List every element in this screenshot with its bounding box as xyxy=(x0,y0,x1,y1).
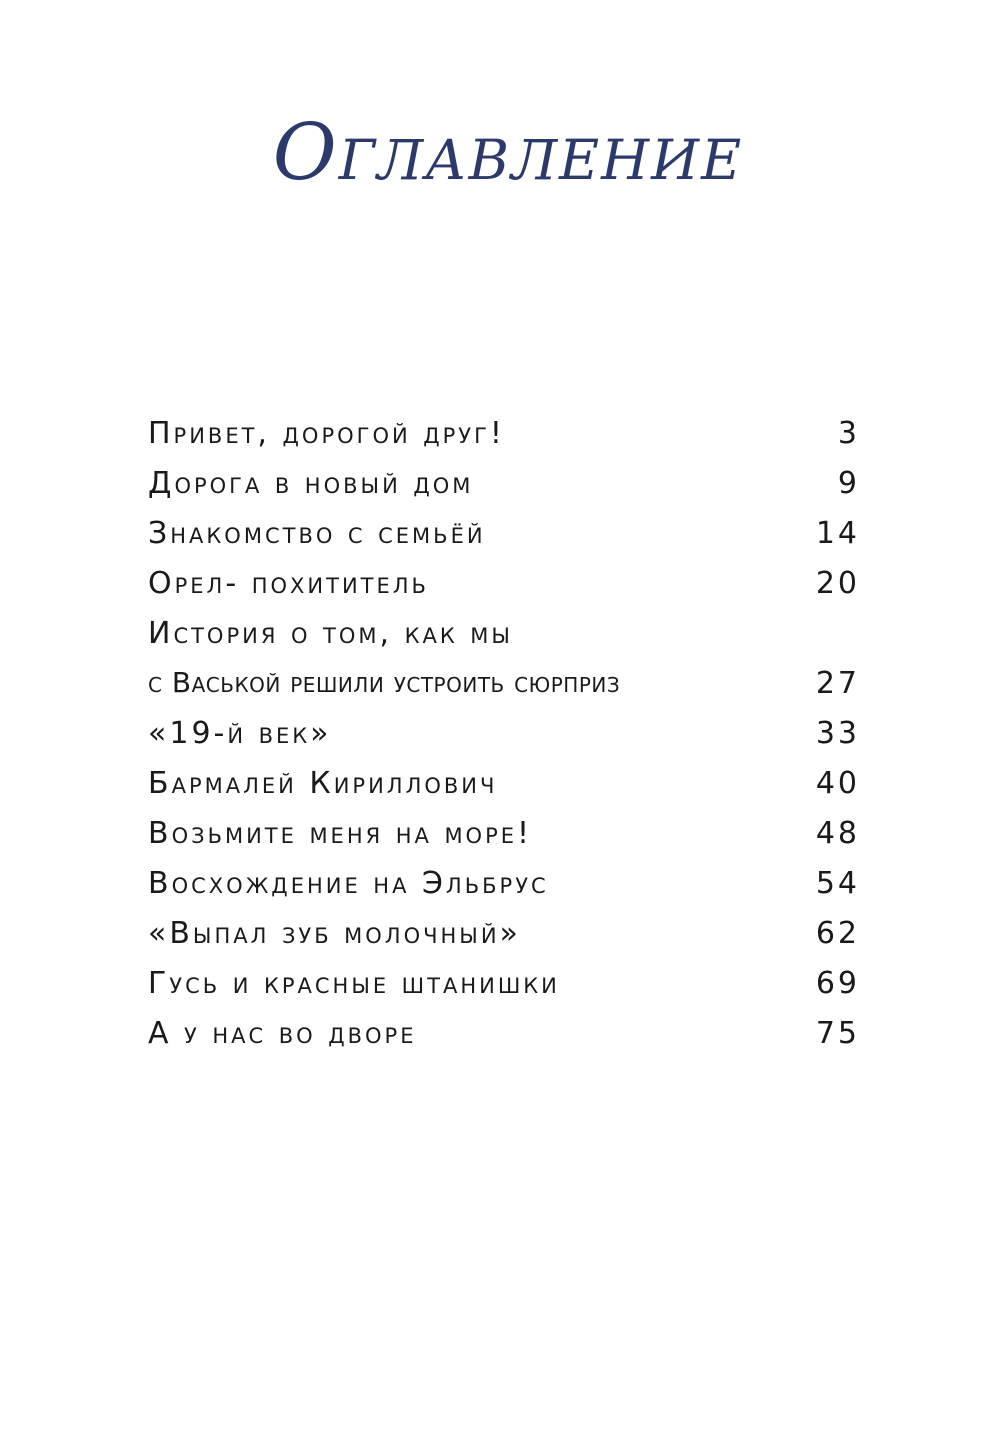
toc-entry-title: «19-й век» xyxy=(148,716,332,751)
toc-entry-page: 69 xyxy=(815,966,860,1001)
toc-entry xyxy=(148,958,860,1008)
toc-entry xyxy=(148,908,860,958)
toc-entry-page: 40 xyxy=(815,766,860,801)
toc-entry-page: 14 xyxy=(815,516,860,551)
toc-entry xyxy=(148,858,860,908)
toc-entry-title: История о том, как мы xyxy=(148,616,513,651)
toc-entry xyxy=(148,708,860,758)
toc-entry xyxy=(148,1008,860,1058)
toc-entry xyxy=(148,408,860,458)
toc-entry-title: с Васькой решили устроить сюрприз xyxy=(148,666,621,699)
toc-entry-page: 3 xyxy=(837,416,860,451)
toc-entry-title: Знакомство с семьёй xyxy=(148,516,486,551)
toc-entry-title: Гусь и красные штанишки xyxy=(148,966,560,1001)
toc-entry-page: 20 xyxy=(815,566,860,601)
toc-entry xyxy=(148,508,860,558)
toc-entry xyxy=(148,608,860,658)
toc-entry xyxy=(148,808,860,858)
toc-entry-title: Привет, дорогой друг! xyxy=(148,416,505,451)
toc-entry-title: Восхождение на Эльбрус xyxy=(148,866,549,901)
table-of-contents xyxy=(148,408,860,1058)
toc-entry-page: 27 xyxy=(815,666,860,701)
toc-entry-title: Орел- похититель xyxy=(148,566,429,601)
toc-entry-title: Дорога в новый дом xyxy=(148,466,474,501)
toc-entry xyxy=(148,458,860,508)
toc-entry-page: 9 xyxy=(837,466,860,501)
toc-entry xyxy=(148,758,860,808)
toc-entry xyxy=(148,658,860,708)
toc-entry-title: Бармалей Кириллович xyxy=(148,766,498,801)
toc-entry-page: 48 xyxy=(815,816,860,851)
toc-entry xyxy=(148,558,860,608)
toc-entry-title: «Выпал зуб молочный» xyxy=(148,916,521,951)
page-title: Оглавление xyxy=(272,108,744,198)
toc-entry-page: 62 xyxy=(815,916,860,951)
toc-entry-title: А у нас во дворе xyxy=(148,1016,417,1051)
toc-entry-page: 33 xyxy=(815,716,860,751)
toc-entry-title: Возьмите меня на море! xyxy=(148,816,533,851)
toc-entry-page: 75 xyxy=(815,1016,860,1051)
toc-entry-page: 54 xyxy=(815,866,860,901)
